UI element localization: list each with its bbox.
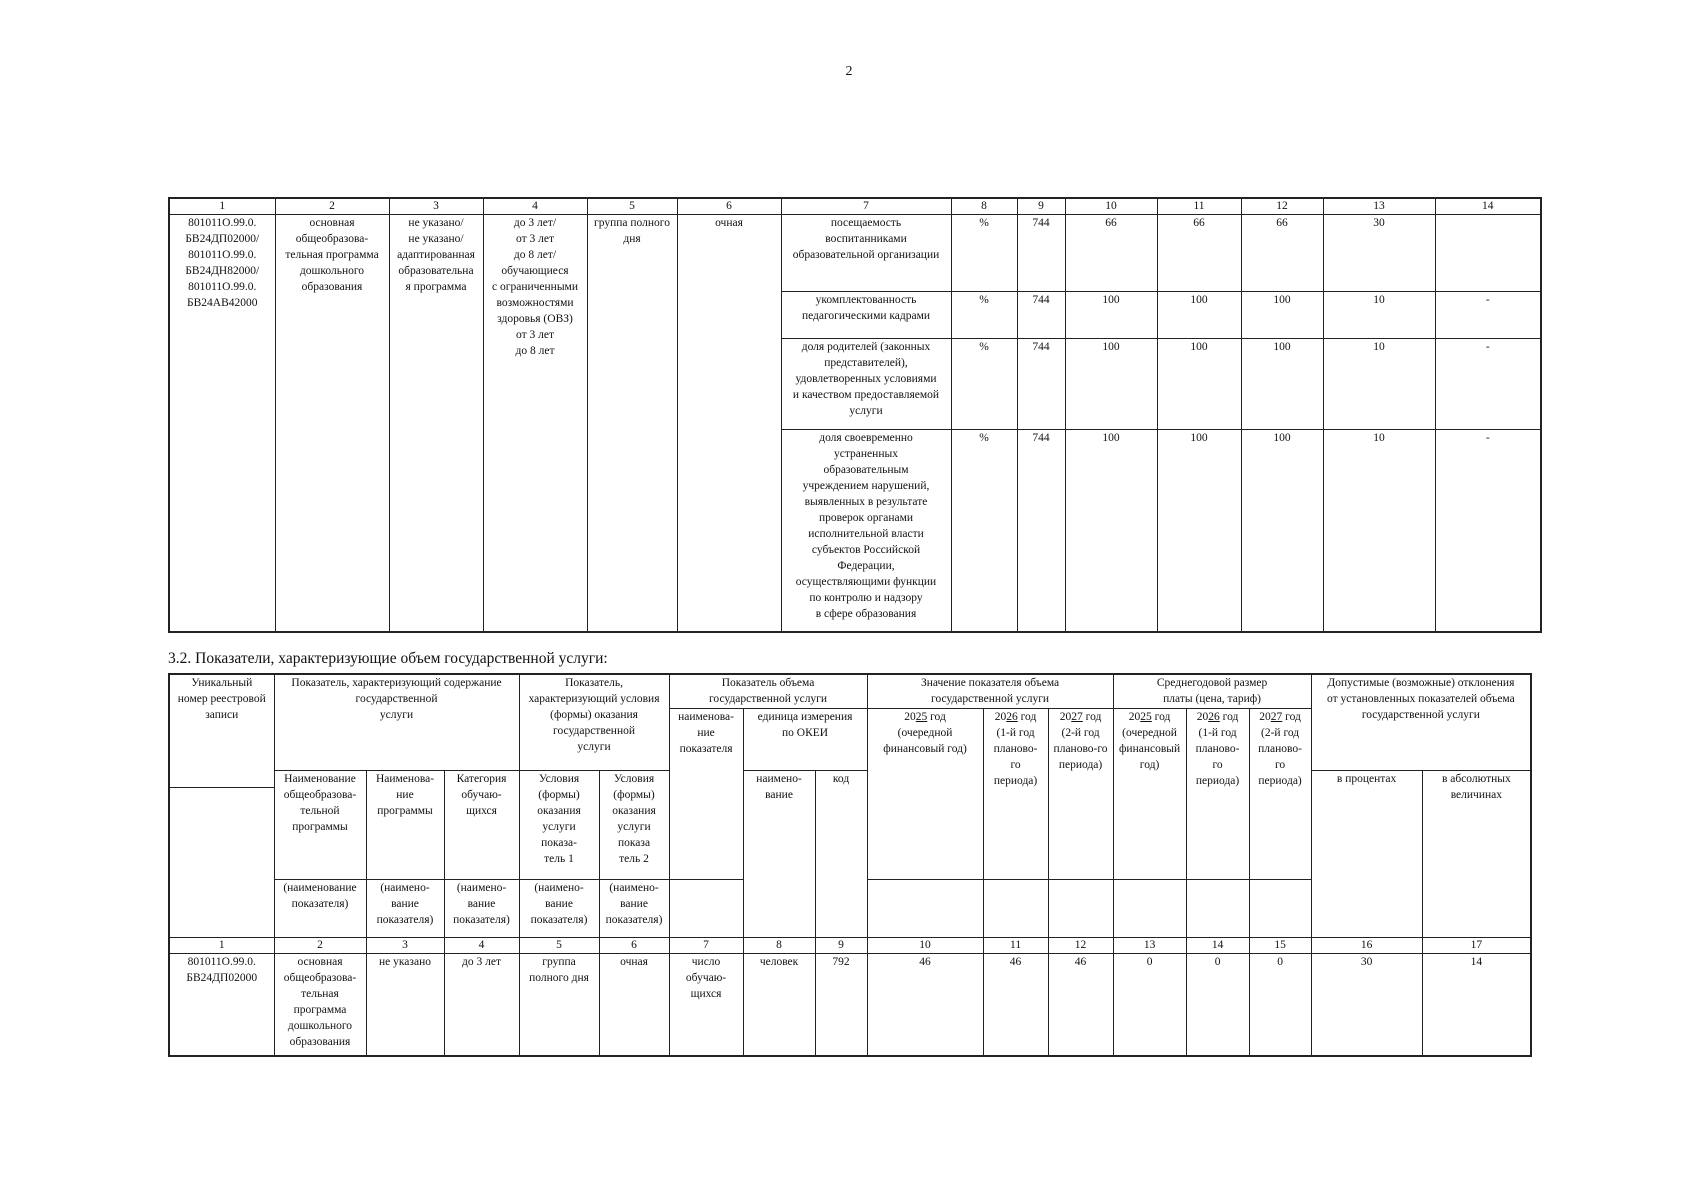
col-num: 4 — [483, 198, 587, 215]
col-num: 10 — [1065, 198, 1157, 215]
table-cell: основная общеобразова- тельная программа дошкольного образования — [274, 953, 366, 1056]
indicator-value: 100 — [1241, 292, 1323, 339]
year-prefix: 20 — [1059, 710, 1072, 723]
col-num: 15 — [1249, 937, 1311, 953]
table-row — [169, 953, 1531, 1056]
year-prefix: 20 — [1259, 710, 1271, 723]
value-spacer — [1186, 879, 1249, 937]
year-number: 27 — [1071, 710, 1083, 723]
volume-indicator-header: Показатель объема государственной услуги — [669, 674, 867, 708]
year-note: (2-й год планово-го периода) — [1053, 726, 1108, 771]
year-number: 26 — [1208, 710, 1220, 723]
percent-header: в процентах — [1311, 770, 1422, 937]
col-num: 6 — [677, 198, 781, 215]
year-prefix: 20 — [1196, 710, 1209, 723]
col-num: 14 — [1186, 937, 1249, 953]
page-number: 2 — [845, 64, 853, 79]
col-num: 2 — [274, 937, 366, 953]
indicator-label: (наименование показателя) — [274, 879, 366, 937]
indicator-code: 744 — [1017, 430, 1065, 632]
year-number: 26 — [1006, 710, 1018, 723]
col-num: 8 — [743, 937, 815, 953]
col-num: 5 — [587, 198, 677, 215]
fee-2025-header — [1113, 708, 1186, 879]
year-number: 27 — [1270, 710, 1283, 723]
year-note: (2-й год планово- го периода) — [1258, 726, 1302, 787]
year-suffix: год — [1082, 710, 1102, 723]
indicator-value — [1435, 215, 1541, 292]
year-suffix: год — [1151, 710, 1171, 723]
year-suffix: год — [1282, 710, 1301, 723]
col-num: 9 — [1017, 198, 1065, 215]
header-row — [169, 674, 1531, 708]
okei-unit-header: единица измерения по ОКЕИ — [743, 708, 867, 770]
table-cell: 46 — [867, 953, 983, 1056]
table-cell: очная — [599, 953, 669, 1056]
col-num: 7 — [669, 937, 743, 953]
header-row — [169, 770, 1531, 787]
indicator-label: (наимено- вание показателя) — [599, 879, 669, 937]
col-num: 8 — [951, 198, 1017, 215]
year-prefix: 20 — [1128, 710, 1141, 723]
col-num: 2 — [275, 198, 389, 215]
fee-2027-header — [1249, 708, 1311, 879]
quality-indicators-table — [168, 197, 1542, 633]
indicator-value: 100 — [1157, 292, 1241, 339]
indicator-unit: % — [951, 292, 1017, 339]
year-2025-header — [867, 708, 983, 879]
indicator-label: (наимено- вание показателя) — [444, 879, 519, 937]
col-num: 1 — [169, 937, 274, 953]
indicator-value: 100 — [1241, 430, 1323, 632]
section-title: 3.2. Показатели, характеризующие объем государственной услуги: — [168, 650, 608, 667]
unique-number-header: Уникальный номер реестровой записи — [169, 674, 274, 787]
conditions-sub-header: Условия (формы) оказания услуги показа тель 2 — [599, 770, 669, 879]
indicator-unit: % — [951, 430, 1017, 632]
indicator-name: посещаемость воспитанниками образовательной организации — [781, 215, 951, 292]
year-2026-header — [983, 708, 1048, 879]
col-num: 16 — [1311, 937, 1422, 953]
value-spacer — [983, 879, 1048, 937]
col-num: 11 — [983, 937, 1048, 953]
col-num: 9 — [815, 937, 867, 953]
col-num: 12 — [1241, 198, 1323, 215]
year-note: (очередной финансовый год) — [883, 726, 967, 755]
indicator-value: 100 — [1241, 339, 1323, 430]
year-suffix: год — [1219, 710, 1239, 723]
indicator-code: 744 — [1017, 292, 1065, 339]
indicator-value: 10 — [1323, 339, 1435, 430]
indicator-code: 744 — [1017, 215, 1065, 292]
value-spacer — [867, 879, 983, 937]
indicator-name-spacer — [669, 879, 743, 937]
table-cell: не указано — [366, 953, 444, 1056]
year-2027-header — [1048, 708, 1113, 879]
fee-2026-header — [1186, 708, 1249, 879]
indicator-value: 100 — [1065, 339, 1157, 430]
col-num: 13 — [1323, 198, 1435, 215]
year-number: 25 — [1140, 710, 1152, 723]
year-note: (1-й год планово- го периода) — [993, 726, 1038, 787]
volume-indicators-table — [168, 673, 1532, 1057]
allowed-deviation-header: Допустимые (возможные) отклонения от установленных показателей объема государственной услуги — [1311, 674, 1531, 770]
content-sub-header: Наименование общеобразова- тельной программы — [274, 770, 366, 879]
program-type: основная общеобразова- тельная программа дошкольного образования — [275, 215, 389, 632]
col-num: 1 — [169, 198, 275, 215]
table-cell: 30 — [1311, 953, 1422, 1056]
indicator-value: 10 — [1323, 292, 1435, 339]
conditions-sub-header: Условия (формы) оказания услуги показа- тель 1 — [519, 770, 599, 879]
col-num: 6 — [599, 937, 669, 953]
indicator-value: - — [1435, 292, 1541, 339]
table-cell: 792 — [815, 953, 867, 1056]
indicator-label: (наимено- вание показателя) — [366, 879, 444, 937]
indicator-label: (наимено- вание показателя) — [519, 879, 599, 937]
education-form: очная — [677, 215, 781, 632]
year-note: (очередной финансовый год) — [1118, 726, 1181, 771]
col-num: 13 — [1113, 937, 1186, 953]
col-num: 7 — [781, 198, 951, 215]
table-cell: 801011О.99.0. БВ24ДП02000 — [169, 953, 274, 1056]
year-prefix: 20 — [994, 710, 1007, 723]
indicator-value: - — [1435, 430, 1541, 632]
content-indicator-header: Показатель, характеризующий содержание государственной услуги — [274, 674, 519, 770]
year-suffix: год — [1017, 710, 1037, 723]
indicator-name-header: наименова- ние показателя — [669, 708, 743, 879]
volume-value-header: Значение показателя объема государственной услуги — [867, 674, 1113, 708]
column-number-row — [169, 937, 1531, 953]
table-cell: 0 — [1249, 953, 1311, 1056]
table-cell: группа полного дня — [519, 953, 599, 1056]
table-cell: 46 — [983, 953, 1048, 1056]
indicator-value: 66 — [1157, 215, 1241, 292]
indicator-unit: % — [951, 339, 1017, 430]
table-row — [169, 215, 1541, 292]
absolute-header: в абсолютных величинах — [1422, 770, 1531, 937]
indicator-value: 100 — [1157, 339, 1241, 430]
table-cell: 14 — [1422, 953, 1531, 1056]
unique-number-spacer — [169, 787, 274, 937]
col-num: 14 — [1435, 198, 1541, 215]
col-num: 3 — [389, 198, 483, 215]
col-num: 11 — [1157, 198, 1241, 215]
content-sub-header: Категория обучаю- щихся — [444, 770, 519, 879]
year-number: 25 — [915, 710, 928, 723]
col-num: 3 — [366, 937, 444, 953]
indicator-value: 30 — [1323, 215, 1435, 292]
column-number-row — [169, 198, 1541, 215]
col-num: 4 — [444, 937, 519, 953]
indicator-value: 100 — [1065, 292, 1157, 339]
indicator-value: 100 — [1157, 430, 1241, 632]
year-suffix: год — [927, 710, 946, 723]
okei-code-header: код — [815, 770, 867, 937]
student-category: до 3 лет/ от 3 лет до 8 лет/ обучающиеся с ограниченными возможностями здоровья (ОВЗ) от 3 лет до 8 лет — [483, 215, 587, 632]
table-cell: человек — [743, 953, 815, 1056]
indicator-value: - — [1435, 339, 1541, 430]
value-spacer — [1249, 879, 1311, 937]
program-name: не указано/ не указано/ адаптированная образовательна я программа — [389, 215, 483, 632]
year-prefix: 20 — [904, 710, 916, 723]
col-num: 5 — [519, 937, 599, 953]
indicator-name: доля родителей (законных представителей), удовлетворенных условиями и качеством предоставляемой услуги — [781, 339, 951, 430]
indicator-name: доля своевременно устраненных образовательным учреждением нарушений, выявленных в результате проверок органами исполнительной власти субъектов Российской Федерации, осуществляющими функции по контролю и надзору в сфере образования — [781, 430, 951, 632]
col-num: 10 — [867, 937, 983, 953]
indicator-code: 744 — [1017, 339, 1065, 430]
average-fee-header: Среднегодовой размер платы (цена, тариф) — [1113, 674, 1311, 708]
table-cell: 46 — [1048, 953, 1113, 1056]
conditions-indicator-header: Показатель, характеризующий условия (формы) оказания государственной услуги — [519, 674, 669, 770]
value-spacer — [1048, 879, 1113, 937]
table-cell: число обучаю- щихся — [669, 953, 743, 1056]
value-spacer — [1113, 879, 1186, 937]
okei-name-header: наимено- вание — [743, 770, 815, 937]
indicator-unit: % — [951, 215, 1017, 292]
table-cell: до 3 лет — [444, 953, 519, 1056]
indicator-value: 66 — [1241, 215, 1323, 292]
indicator-value: 10 — [1323, 430, 1435, 632]
year-note: (1-й год планово- го периода) — [1195, 726, 1240, 787]
content-sub-header: Наименова- ние программы — [366, 770, 444, 879]
group-type: группа полного дня — [587, 215, 677, 632]
table-cell: 0 — [1186, 953, 1249, 1056]
indicator-name: укомплектованность педагогическими кадрами — [781, 292, 951, 339]
col-num: 17 — [1422, 937, 1531, 953]
indicator-value: 66 — [1065, 215, 1157, 292]
col-num: 12 — [1048, 937, 1113, 953]
registry-record-id: 801011О.99.0. БВ24ДП02000/ 801011О.99.0. БВ24ДН82000/ 801011О.99.0. БВ24АВ42000 — [169, 215, 275, 632]
indicator-value: 100 — [1065, 430, 1157, 632]
table-cell: 0 — [1113, 953, 1186, 1056]
